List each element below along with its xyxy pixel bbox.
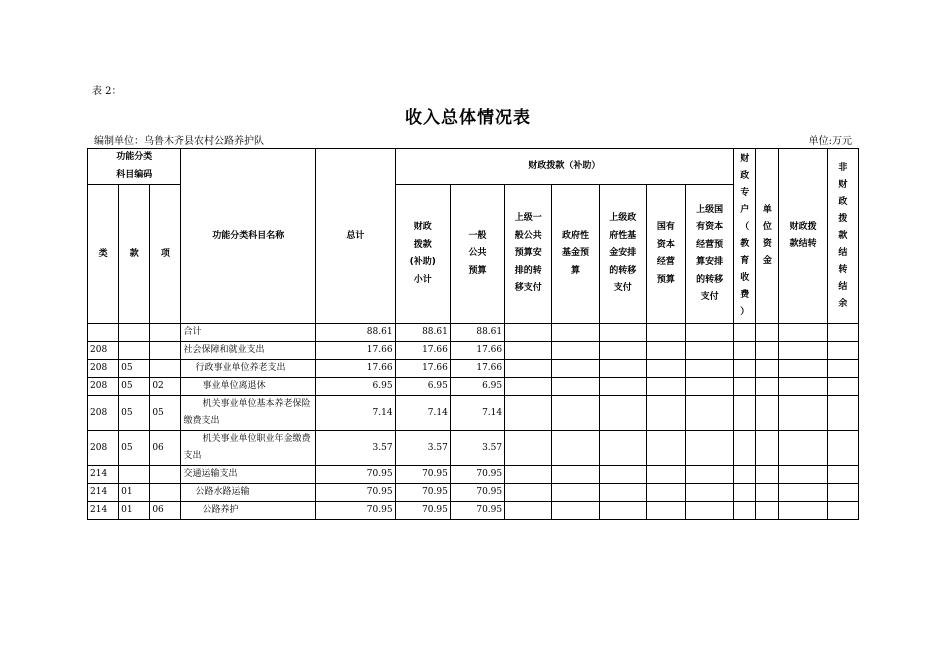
subtotal-cell: 6.95 <box>395 378 450 396</box>
xiang-cell: 02 <box>150 378 181 396</box>
lei-cell: 208 <box>88 378 119 396</box>
total-cell: 3.57 <box>316 431 395 466</box>
subtotal-cell: 17.66 <box>395 342 450 360</box>
fiscal-group-header: 财政拨款（补助） <box>395 149 734 185</box>
kuan-cell: 05 <box>119 378 150 396</box>
name-cell: 机关事业单位基本养老保险缴费支出 <box>181 396 316 431</box>
name-cell: 事业单位离退休 <box>181 378 316 396</box>
fiscal-carryover-header: 财政拨 款结转 <box>779 149 827 324</box>
name-cell: 公路养护 <box>181 502 316 520</box>
table-row <box>88 360 859 378</box>
table-label: 表 2： <box>92 86 122 97</box>
table-row <box>88 466 859 484</box>
name-cell: 公路水路运输 <box>181 484 316 502</box>
lei-cell: 208 <box>88 342 119 360</box>
lei-cell: 208 <box>88 431 119 466</box>
total-cell: 6.95 <box>316 378 395 396</box>
fiscal-subtotal-header: 财政 拨款 (补助) 小计 <box>395 185 450 324</box>
table-row <box>88 378 859 396</box>
name-cell: 合计 <box>181 324 316 342</box>
total-cell: 70.95 <box>316 484 395 502</box>
subtotal-cell: 88.61 <box>395 324 450 342</box>
lei-cell: 208 <box>88 360 119 378</box>
total-cell: 7.14 <box>316 396 395 431</box>
gov-fund-budget-header: 政府性 基金预 算 <box>552 185 599 324</box>
total-cell: 17.66 <box>316 342 395 360</box>
name-cell: 社会保障和就业支出 <box>181 342 316 360</box>
table-row <box>88 502 859 520</box>
total-header: 总计 <box>316 149 395 324</box>
subtotal-cell: 70.95 <box>395 484 450 502</box>
kuan-cell: 05 <box>119 396 150 431</box>
total-cell: 17.66 <box>316 360 395 378</box>
table-row <box>88 484 859 502</box>
lei-cell: 214 <box>88 484 119 502</box>
xiang-cell: 06 <box>150 502 181 520</box>
income-summary-table <box>87 148 859 520</box>
general-cell: 70.95 <box>450 502 504 520</box>
table-row <box>88 431 859 466</box>
upper-state-capital-transfer-header: 上级国 有资本 经营预 算安排 的转移 支付 <box>686 185 734 324</box>
total-cell: 70.95 <box>316 502 395 520</box>
func-name-header: 功能分类科目名称 <box>181 149 316 324</box>
xiang-cell: 06 <box>150 431 181 466</box>
lei-cell: 214 <box>88 466 119 484</box>
name-cell: 交通运输支出 <box>181 466 316 484</box>
kuan-cell <box>119 324 150 342</box>
table-row <box>88 396 859 431</box>
xiang-cell <box>150 360 181 378</box>
subtotal-cell: 3.57 <box>395 431 450 466</box>
kuan-cell <box>119 342 150 360</box>
page-title: 收入总体情况表 <box>405 108 531 128</box>
name-cell: 行政事业单位养老支出 <box>181 360 316 378</box>
total-cell: 70.95 <box>316 466 395 484</box>
non-fiscal-balance-header: 非 财 政 拨 款 结 转 结 余 <box>827 149 858 324</box>
header-row-1 <box>88 149 859 185</box>
upper-general-transfer-header: 上级一 般公共 预算安 排的转 移支付 <box>505 185 552 324</box>
general-cell: 88.61 <box>450 324 504 342</box>
state-capital-budget-header: 国有 资本 经营 预算 <box>646 185 685 324</box>
lei-cell: 214 <box>88 502 119 520</box>
kuan-cell <box>119 466 150 484</box>
xiang-cell <box>150 484 181 502</box>
unit-funds-header: 单 位 资 金 <box>756 149 779 324</box>
kuan-header: 款 <box>119 185 150 324</box>
kuan-cell: 01 <box>119 484 150 502</box>
upper-gov-fund-transfer-header: 上级政 府性基 金安排 的转移 支付 <box>599 185 646 324</box>
name-cell: 机关事业单位职业年金缴费支出 <box>181 431 316 466</box>
general-cell: 3.57 <box>450 431 504 466</box>
xiang-cell <box>150 342 181 360</box>
kuan-cell: 01 <box>119 502 150 520</box>
subtotal-cell: 70.95 <box>395 502 450 520</box>
table-row <box>88 324 859 342</box>
compiling-unit: 编制单位：乌鲁木齐县农村公路养护队 <box>94 136 264 147</box>
subtotal-cell: 70.95 <box>395 466 450 484</box>
xiang-cell <box>150 324 181 342</box>
func-code-header: 功能分类 科目编码 <box>88 149 181 185</box>
subtotal-cell: 17.66 <box>395 360 450 378</box>
general-budget-header: 一般 公共 预算 <box>450 185 504 324</box>
general-cell: 17.66 <box>450 342 504 360</box>
xiang-header: 项 <box>150 185 181 324</box>
lei-header: 类 <box>88 185 119 324</box>
lei-cell: 208 <box>88 396 119 431</box>
general-cell: 7.14 <box>450 396 504 431</box>
general-cell: 70.95 <box>450 484 504 502</box>
fiscal-special-header: 财 政 专 户 （ 教 育 收 费 ） <box>734 149 756 324</box>
general-cell: 6.95 <box>450 378 504 396</box>
general-cell: 17.66 <box>450 360 504 378</box>
currency-unit: 单位:万元 <box>808 136 852 147</box>
xiang-cell <box>150 466 181 484</box>
table-row <box>88 342 859 360</box>
kuan-cell: 05 <box>119 431 150 466</box>
subtotal-cell: 7.14 <box>395 396 450 431</box>
kuan-cell: 05 <box>119 360 150 378</box>
xiang-cell: 05 <box>150 396 181 431</box>
general-cell: 70.95 <box>450 466 504 484</box>
total-cell: 88.61 <box>316 324 395 342</box>
lei-cell <box>88 324 119 342</box>
